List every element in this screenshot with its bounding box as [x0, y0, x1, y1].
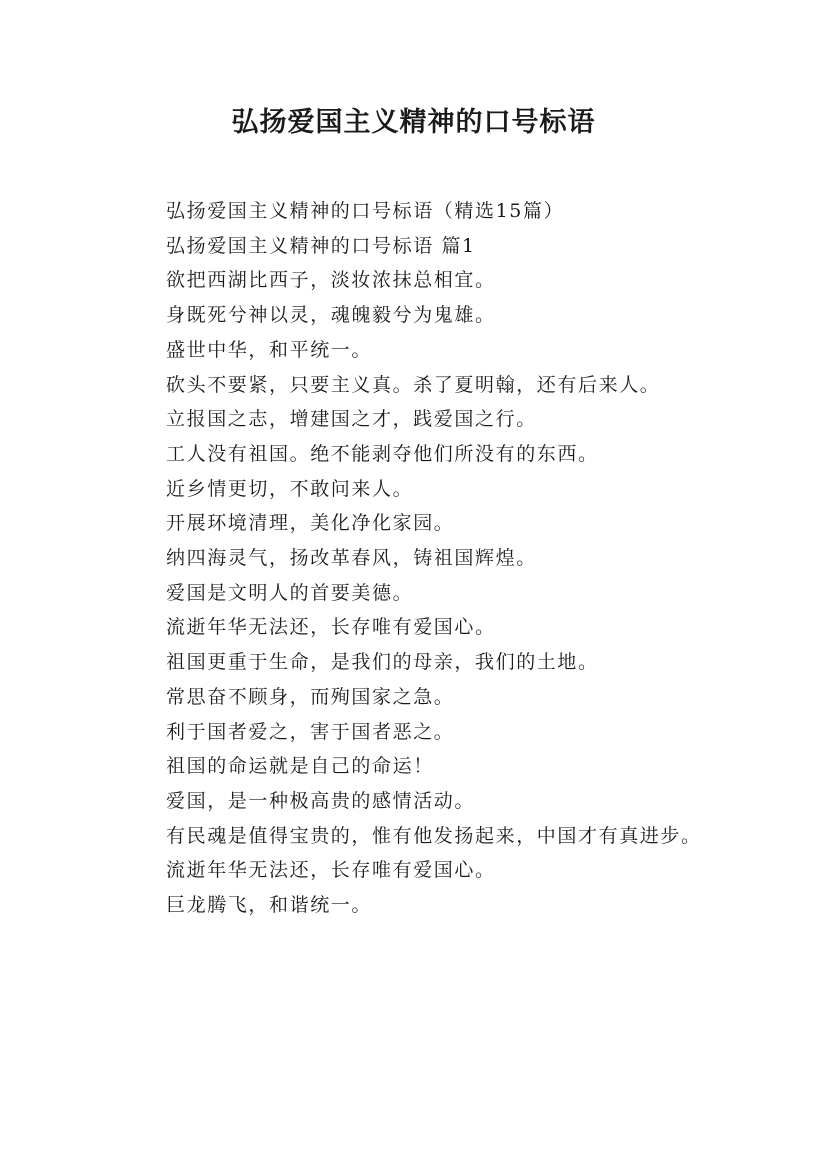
paragraph: 常思奋不顾身，而殉国家之急。	[166, 685, 455, 708]
paragraph: 爱国是文明人的首要美德。	[166, 581, 414, 604]
paragraph: 祖国的命运就是自己的命运！	[166, 755, 434, 778]
paragraph: 身既死兮神以灵，魂魄毅兮为鬼雄。	[166, 304, 496, 327]
paragraph: 有民魂是值得宝贵的，惟有他发扬起来，中国才有真进步。	[166, 824, 702, 847]
paragraph: 工人没有祖国。绝不能剥夺他们所没有的东西。	[166, 442, 599, 465]
paragraph: 爱国，是一种极高贵的感情活动。	[166, 789, 476, 812]
paragraph: 纳四海灵气，扬改革春风，铸祖国辉煌。	[166, 547, 537, 570]
paragraph: 弘扬爱国主义精神的口号标语（精选15篇）	[166, 200, 565, 222]
paragraph: 利于国者爱之，害于国者恶之。	[166, 720, 455, 743]
paragraph: 巨龙腾飞，和谐统一。	[166, 894, 373, 917]
paragraph: 流逝年华无法还，长存唯有爱国心。	[166, 616, 496, 639]
paragraph: 流逝年华无法还，长存唯有爱国心。	[166, 859, 496, 882]
paragraph: 弘扬爱国主义精神的口号标语 篇1	[166, 234, 476, 257]
document-body	[128, 194, 718, 923]
paragraph: 欲把西湖比西子，淡妆浓抹总相宜。	[166, 269, 496, 292]
paragraph: 祖国更重于生命，是我们的母亲，我们的土地。	[166, 651, 599, 674]
paragraph: 近乡情更切，不敢问来人。	[166, 477, 414, 500]
document-title: 弘扬爱国主义精神的口号标语	[231, 107, 596, 138]
paragraph: 立报国之志，增建国之才，践爱国之行。	[166, 408, 537, 431]
paragraph: 开展环境清理，美化净化家园。	[166, 512, 455, 535]
paragraph: 盛世中华，和平统一。	[166, 338, 373, 361]
paragraph: 砍头不要紧，只要主义真。杀了夏明翰，还有后来人。	[166, 373, 661, 396]
